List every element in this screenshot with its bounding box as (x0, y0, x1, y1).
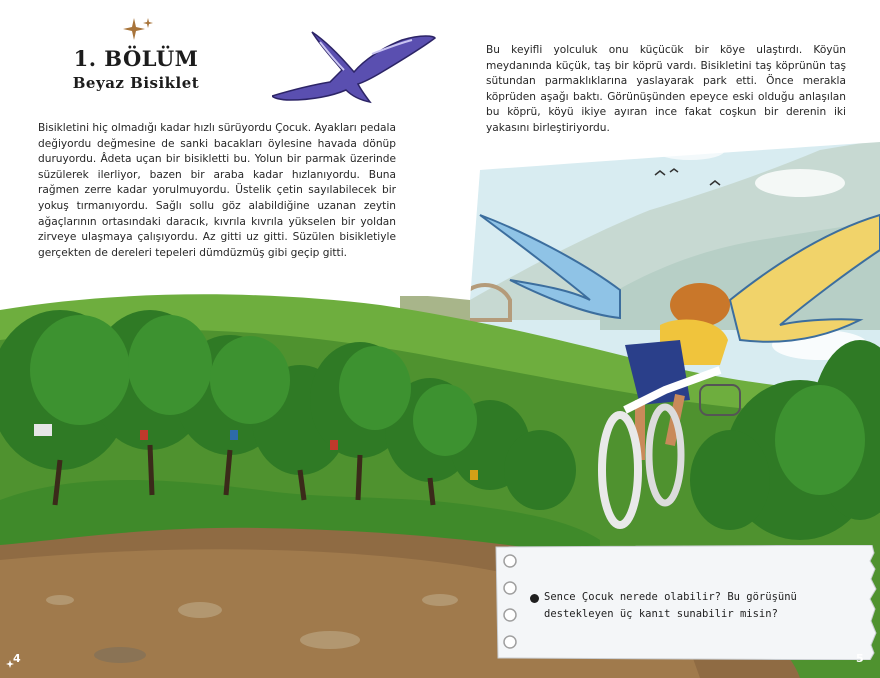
bird-illustration (272, 30, 437, 105)
chapter-title: 1. BÖLÜM (73, 46, 199, 71)
page-number-left: 4 (13, 652, 21, 665)
question-text: Sence Çocuk nerede olabilir? Bu görüşünü destekleyen üç kanıt sunabilir misin? (544, 591, 797, 620)
page-number-right: 5 (856, 652, 864, 665)
right-paragraph: Bu keyifli yolculuk onu küçücük bir köye ulaştırdı. Köyün meydanında küçük, taş bir köprü vardı. Bisikletini taş köprünün taş sütundan parmaklıklarına yaslayarak park etti. Önce merakla köprüden aşağı baktı. Görünüşünden epeyce eski olduğu anlaşılan bu köprü, köyü ikiye ayıran ince fakat coşkun bir derenin iki yakasını birleştiriyordu. (486, 44, 846, 134)
chapter-subtitle: Beyaz Bisiklet (72, 74, 200, 92)
question-card (494, 545, 878, 660)
left-paragraph: Bisikletini hiç olmadığı kadar hızlı sürüyordu Çocuk. Ayakları pedala değiyordu değmesine de sanki bacakları öylesine havada dönüp duruyordu. Âdeta uçan bir bisikletti bu. Yolun bir parmak üzerinde süzülerek ilerliyor, bazen bir araba kadar hızlanıyordu. Buna rağmen zerre kadar yorulmuyordu. Üstelik çetin sayılabilecek bir yokuş tırmanıyordu. Sağlı sollu göz alabildiğine uzanan zeytin ağaçlarının ortasındaki daracık, kıvrıla kıvrıla yükselen bir yoldan zirveye ulaşmaya çalışıyordu. Az gitti uz gitti. Süzülen bisikletiyle gerçekten de dereleri tepeleri dümdüzmüş gibi geçip gitti. (38, 122, 396, 259)
sparkle-icon (121, 16, 155, 42)
bullet-icon (530, 594, 539, 603)
